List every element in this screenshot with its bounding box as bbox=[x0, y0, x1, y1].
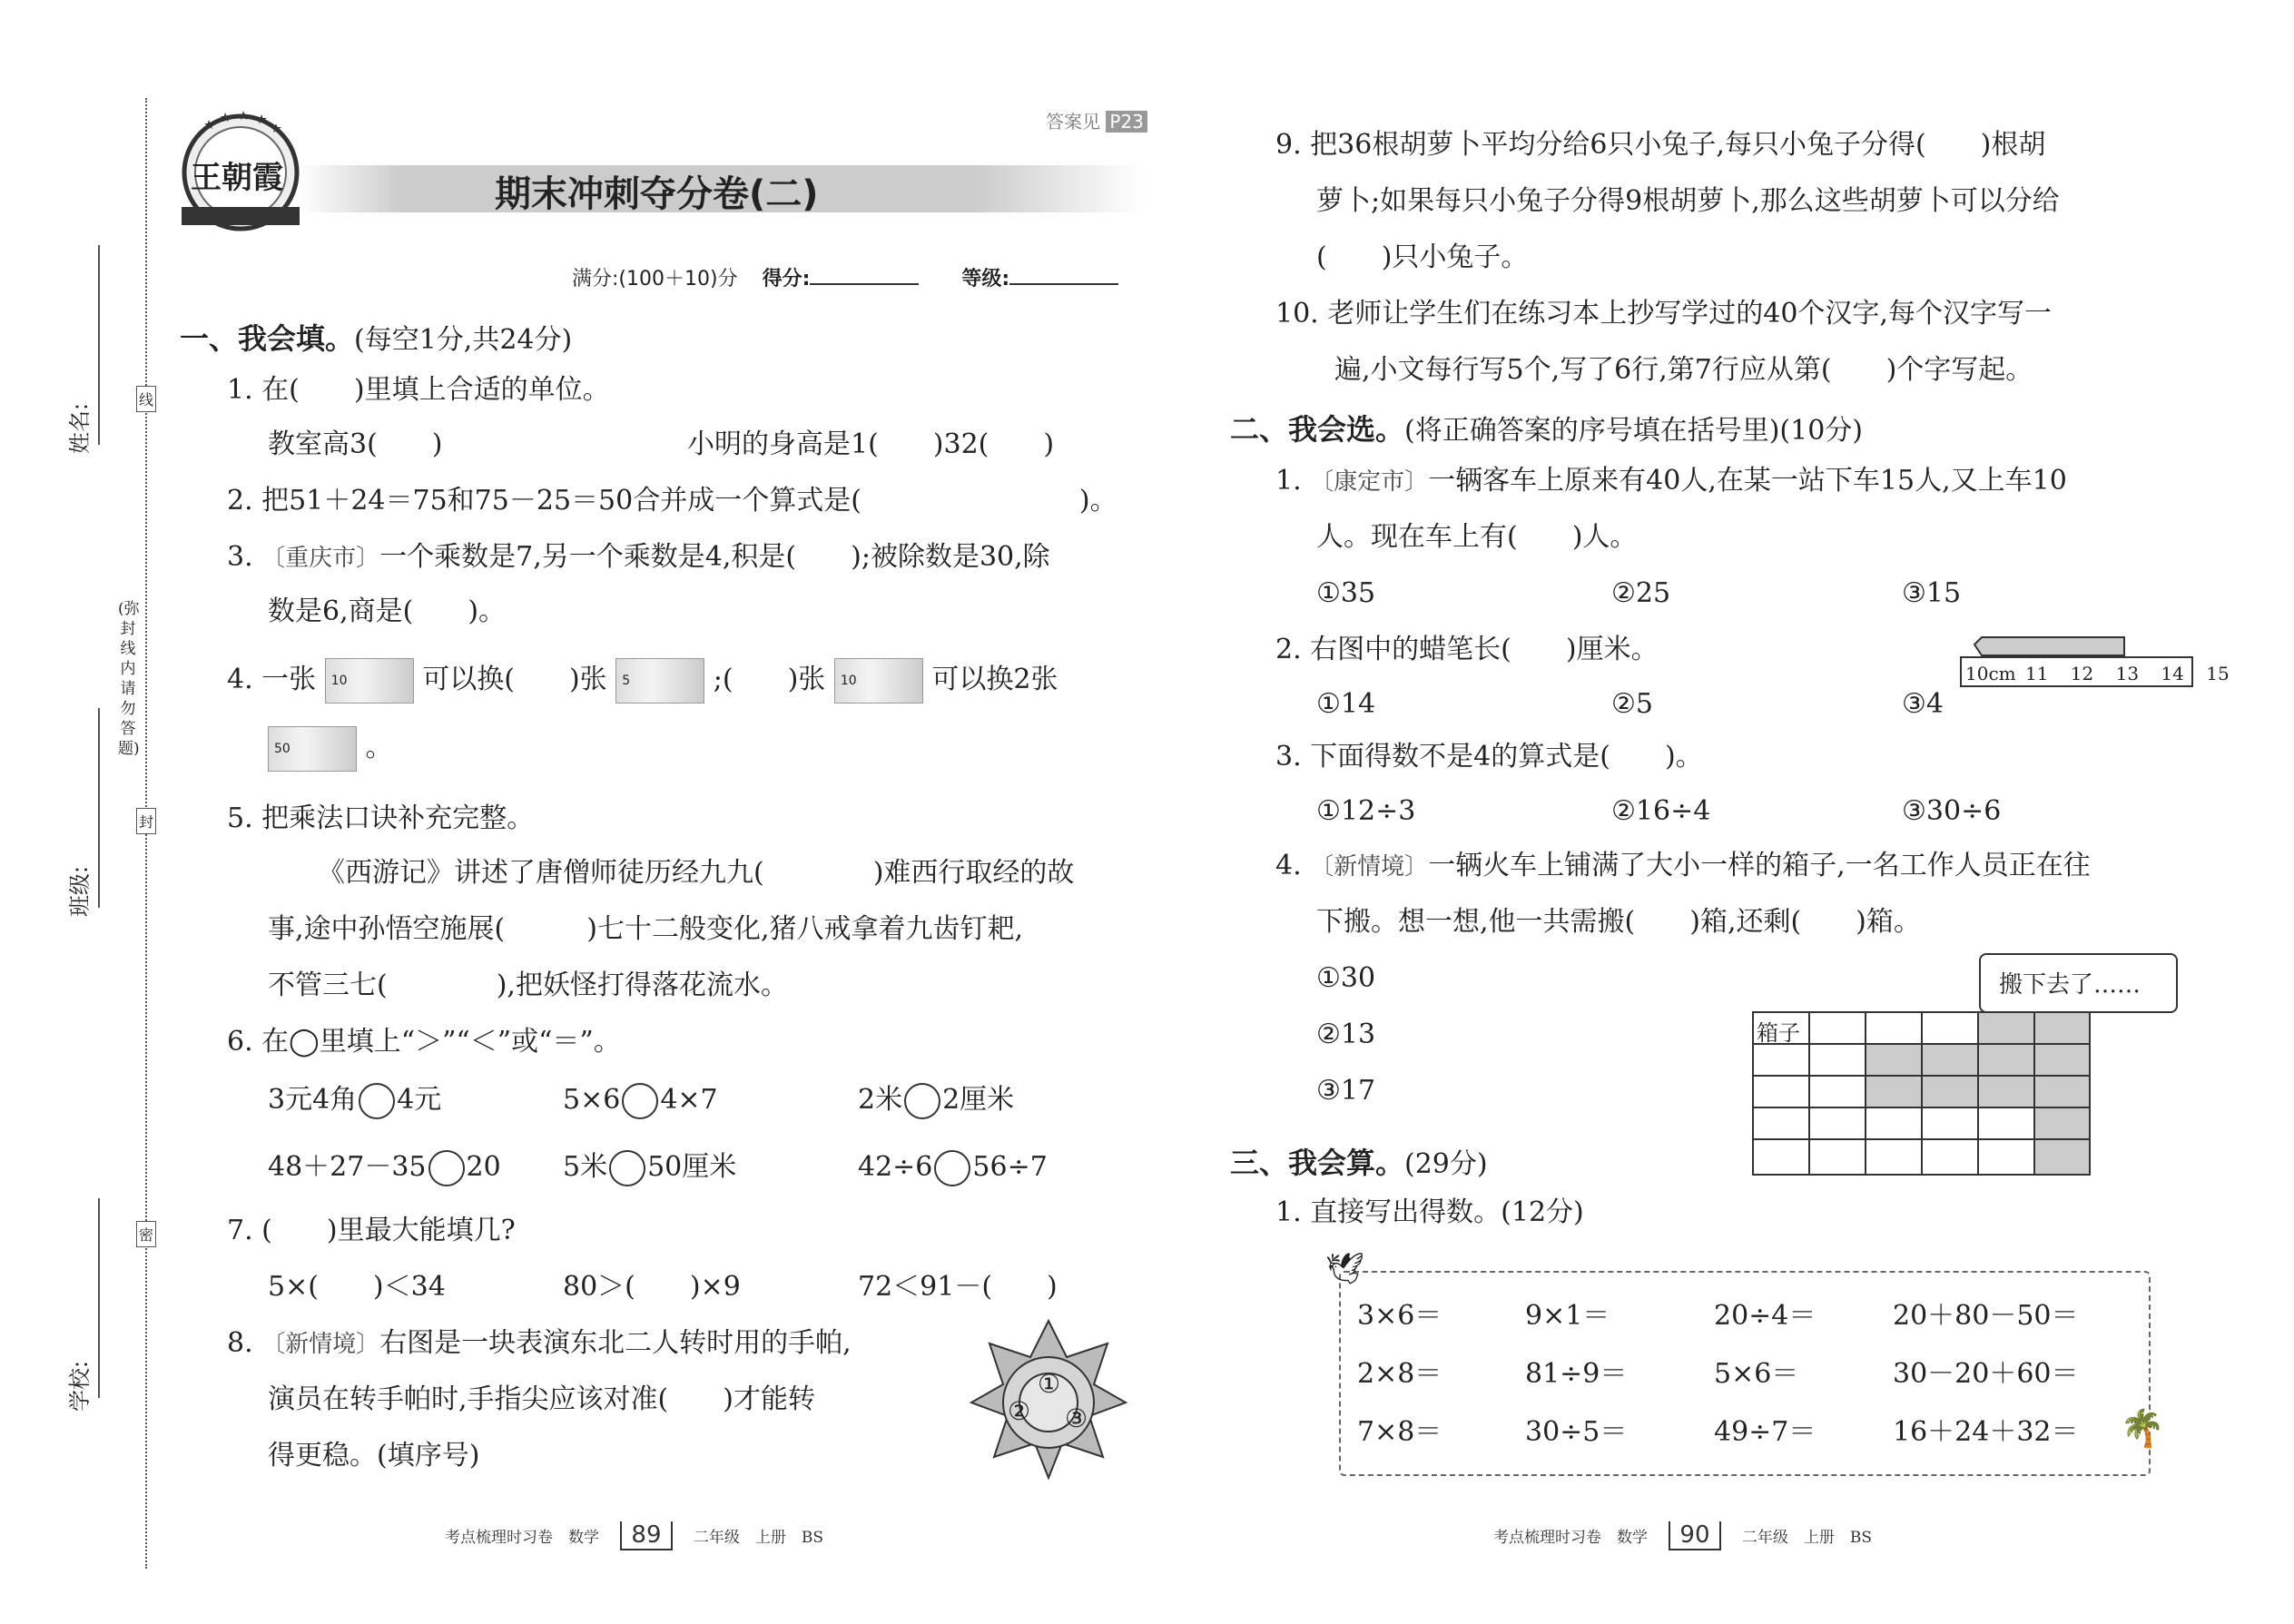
banknote-50-icon bbox=[268, 726, 357, 772]
s3-q1: 1. 直接写出得数。(12分) bbox=[1275, 1196, 1584, 1228]
s2-q4: 4. 〔新情境〕一辆火车上铺满了大小一样的箱子,一名工作人员正在往 bbox=[1275, 850, 2091, 881]
s2-q4-opt3: ③17 bbox=[1316, 1075, 1376, 1107]
handkerchief-mark-3: ③ bbox=[1065, 1403, 1088, 1433]
speech-bubble-text: 搬下去了…… bbox=[1999, 971, 2141, 999]
s1-q1b: 小明的身高是1( )32( ) bbox=[687, 428, 1055, 460]
ruler-label-12: 12 bbox=[2070, 663, 2094, 684]
q6-1-right: 4元 bbox=[397, 1084, 442, 1116]
footer-right bbox=[1493, 1521, 1872, 1550]
ruler-labels bbox=[1965, 663, 2230, 684]
s1-q1: 1. 在( )里填上合适的单位。 bbox=[227, 374, 610, 406]
s1-q7: 7. ( )里最大能填几? bbox=[227, 1215, 516, 1246]
calc-r1c2: 9×1＝ bbox=[1525, 1300, 1610, 1332]
page-title: 期末冲刺夺分卷(二) bbox=[495, 173, 819, 215]
banknote-10-icon bbox=[325, 658, 414, 704]
calc-r2c1: 2×8＝ bbox=[1357, 1358, 1442, 1390]
cut-line-mark: 线 bbox=[136, 386, 156, 412]
palm-tree-icon: 🌴 bbox=[2120, 1408, 2165, 1450]
s2-q2-opt2: ②5 bbox=[1611, 688, 1653, 720]
s1-q7c: 72＜91－( ) bbox=[858, 1271, 1058, 1303]
compare-circle-1[interactable] bbox=[359, 1083, 395, 1119]
s1-q3b: 数是6,商是( )。 bbox=[268, 595, 507, 627]
s1-q8-tag: 〔新情境〕 bbox=[261, 1331, 380, 1358]
bird-icon: 🕊 bbox=[1325, 1251, 1365, 1287]
q6-1-left: 3元4角 bbox=[268, 1084, 358, 1116]
q6-5-right: 50厘米 bbox=[647, 1151, 737, 1183]
calc-r1c3: 20÷4＝ bbox=[1714, 1300, 1816, 1332]
bill50-value: 50 bbox=[274, 742, 290, 756]
compare-circle-5[interactable] bbox=[609, 1150, 645, 1186]
s1-q5a: 《西游记》讲述了唐僧师徒历经九九( )难西行取经的故 bbox=[318, 857, 1075, 889]
s1-q4 bbox=[227, 658, 1058, 704]
ruler-label-15: 15 bbox=[2206, 663, 2230, 684]
s2-q3-opt3: ③30÷6 bbox=[1902, 795, 2002, 827]
s1-q4-line2 bbox=[268, 726, 393, 772]
score-full: 满分:(100＋10)分 bbox=[572, 268, 738, 290]
box-label: 箱子 bbox=[1757, 1020, 1800, 1046]
s2-q4-opt2: ②13 bbox=[1316, 1019, 1376, 1050]
s1-q1a: 教室高3( ) bbox=[268, 428, 443, 460]
footer-right-text: 考点梳理时习卷 数学 bbox=[1493, 1529, 1648, 1547]
calc-r3c1: 7×8＝ bbox=[1357, 1416, 1442, 1448]
s2-q1-opt1: ①35 bbox=[1316, 577, 1376, 609]
s2-q4b: 下搬。想一想,他一共需搬( )箱,还剩( )箱。 bbox=[1316, 906, 1921, 938]
class-underline bbox=[98, 708, 100, 908]
ruler-label-10: 10cm bbox=[1965, 663, 2016, 684]
ruler-label-11: 11 bbox=[2024, 663, 2049, 684]
calc-r3c2: 30÷5＝ bbox=[1525, 1416, 1628, 1448]
crayon-ruler-figure bbox=[1956, 626, 2230, 690]
section2-title: 二、我会选。 bbox=[1230, 412, 1405, 447]
bill5-value: 5 bbox=[622, 674, 631, 688]
section1-heading bbox=[180, 316, 572, 358]
ruler-label-14: 14 bbox=[2161, 663, 2184, 684]
banknote-5-icon bbox=[615, 658, 704, 704]
s1-q4-a: 4. 一张 bbox=[227, 664, 317, 695]
q6-5-left: 5米 bbox=[563, 1151, 608, 1183]
handkerchief-mark-2: ② bbox=[1008, 1396, 1031, 1426]
compare-circle-3[interactable] bbox=[904, 1083, 940, 1119]
seal-line-mark: 封 bbox=[136, 808, 156, 834]
s1-q3-tag: 〔重庆市〕 bbox=[261, 545, 380, 572]
q6-3-left: 2米 bbox=[858, 1084, 903, 1116]
answer-ref bbox=[1046, 107, 1147, 133]
s2-q2-opt1: ①14 bbox=[1316, 688, 1376, 720]
s1-q6: 6. 在◯里填上“＞”“＜”或“＝”。 bbox=[227, 1026, 621, 1058]
s2-q1-tag: 〔康定市〕 bbox=[1310, 468, 1429, 496]
page-number-left: 89 bbox=[620, 1521, 672, 1550]
s2-q1-opt2: ②25 bbox=[1611, 577, 1671, 609]
section3-title: 三、我会算。 bbox=[1230, 1146, 1405, 1180]
s1-q6-item3 bbox=[858, 1082, 1014, 1119]
speech-bubble bbox=[1979, 953, 2178, 1013]
s1-q10b: 遍,小文每行写5个,写了6行,第7行应从第( )个字写起。 bbox=[1334, 354, 2033, 386]
s1-q5c: 不管三七( ),把妖怪打得落花流水。 bbox=[268, 969, 788, 1001]
ruler-label-13: 13 bbox=[2115, 663, 2140, 684]
logo-text: 王朝霞 bbox=[191, 160, 283, 196]
s2-q1b: 人。现在车上有( )人。 bbox=[1316, 521, 1638, 553]
box-grid-figure bbox=[1752, 1008, 2097, 1176]
s1-q9b: 萝卜;如果每只小兔子分得9根胡萝卜,那么这些胡萝卜可以分给 bbox=[1316, 185, 2060, 217]
school-underline bbox=[98, 1198, 100, 1398]
calc-r2c4: 30－20＋60＝ bbox=[1893, 1358, 2079, 1390]
s1-q6-item5 bbox=[563, 1149, 736, 1186]
s1-q6-item6 bbox=[858, 1149, 1048, 1186]
q6-2-right: 4×7 bbox=[660, 1084, 718, 1116]
s1-q6-item1 bbox=[268, 1082, 441, 1119]
s1-q5: 5. 把乘法口诀补充完整。 bbox=[227, 802, 535, 834]
s2-q1-text: 一辆客车上原来有40人,在某一站下车15人,又上车10 bbox=[1428, 465, 2067, 497]
s1-q4-d: 可以换2张 bbox=[931, 664, 1058, 695]
s2-q3-opt2: ②16÷4 bbox=[1611, 795, 1711, 827]
banknote-10b-icon bbox=[834, 658, 923, 704]
calc-r1c4: 20＋80－50＝ bbox=[1893, 1300, 2079, 1332]
q6-3-right: 2厘米 bbox=[942, 1084, 1015, 1116]
s1-q4-e: 。 bbox=[365, 732, 393, 763]
s2-q2: 2. 右图中的蜡笔长( )厘米。 bbox=[1275, 634, 1659, 665]
s2-q1-opt3: ③15 bbox=[1902, 577, 1962, 609]
s2-q4-tag: 〔新情境〕 bbox=[1310, 853, 1429, 881]
section3-heading bbox=[1230, 1140, 1488, 1182]
s2-q2-opt3: ③4 bbox=[1902, 688, 1944, 720]
s1-q9: 9. 把36根胡萝卜平均分给6只小兔子,每只小兔子分得( )根胡 bbox=[1275, 129, 2046, 161]
q6-6-right: 56÷7 bbox=[972, 1151, 1048, 1183]
calc-r2c2: 81÷9＝ bbox=[1525, 1358, 1628, 1390]
s1-q7b: 80＞( )×9 bbox=[563, 1271, 741, 1303]
q6-4-right: 20 bbox=[466, 1151, 501, 1183]
q6-2-left: 5×6 bbox=[563, 1084, 621, 1116]
answer-ref-page: P23 bbox=[1106, 111, 1147, 133]
bill10b-value: 10 bbox=[840, 674, 857, 688]
answer-ref-label: 答案见 bbox=[1046, 111, 1100, 133]
page-number-right: 90 bbox=[1669, 1521, 1720, 1550]
calc-r1c1: 3×6＝ bbox=[1357, 1300, 1442, 1332]
seal-notice: (弥封线内请勿答题) bbox=[118, 600, 140, 758]
s2-q3: 3. 下面得数不是4的算式是( )。 bbox=[1275, 741, 1703, 773]
section1-title: 一、我会填。 bbox=[180, 321, 355, 356]
grade-blank[interactable] bbox=[1009, 283, 1118, 285]
school-label: 学校: bbox=[67, 1360, 93, 1412]
handkerchief-mark-1: ① bbox=[1038, 1369, 1061, 1399]
dense-line-mark: 密 bbox=[136, 1221, 156, 1247]
s1-q4-c: ;( )张 bbox=[713, 664, 826, 695]
s1-q8-text: 右图是一块表演东北二人转时用的手帕, bbox=[379, 1327, 852, 1359]
name-underline bbox=[98, 245, 100, 445]
s2-q4-opt1: ①30 bbox=[1316, 962, 1376, 994]
s1-q10: 10. 老师让学生们在练习本上抄写学过的40个汉字,每个汉字写一 bbox=[1275, 298, 2052, 330]
logo bbox=[172, 100, 309, 236]
s1-q7a: 5×( )＜34 bbox=[268, 1271, 446, 1303]
score-line bbox=[572, 263, 1118, 291]
compare-circle-6[interactable] bbox=[934, 1150, 970, 1186]
s1-q6-item4 bbox=[268, 1149, 501, 1186]
section1-points: (每空1分,共24分) bbox=[354, 324, 573, 356]
section2-heading bbox=[1230, 407, 1863, 448]
handkerchief-figure bbox=[967, 1316, 1130, 1480]
score-label: 得分: bbox=[762, 268, 811, 290]
class-label: 班级: bbox=[67, 865, 93, 917]
bill10-value: 10 bbox=[330, 674, 348, 688]
s1-q3-text: 一个乘数是7,另一个乘数是4,积是( );被除数是30,除 bbox=[379, 541, 1050, 573]
s1-q4-b: 可以换( )张 bbox=[422, 664, 607, 695]
s1-q9c: ( )只小兔子。 bbox=[1316, 241, 1529, 273]
section2-points: (将正确答案的序号填在括号里)(10分) bbox=[1404, 415, 1864, 447]
grade-label: 等级: bbox=[961, 268, 1010, 290]
footer-left-text: 考点梳理时习卷 数学 bbox=[445, 1529, 599, 1547]
footer-left bbox=[445, 1521, 823, 1550]
s2-q1: 1. 〔康定市〕一辆客车上原来有40人,在某一站下车15人,又上车10 bbox=[1275, 465, 2067, 497]
footer-left-after: 二年级 上册 BS bbox=[693, 1529, 824, 1547]
q6-6-left: 42÷6 bbox=[858, 1151, 933, 1183]
s1-q8b: 演员在转手帕时,手指尖应该对准( )才能转 bbox=[268, 1383, 815, 1415]
calc-r3c3: 49÷7＝ bbox=[1714, 1416, 1816, 1448]
name-label: 姓名: bbox=[67, 402, 93, 454]
footer-right-after: 二年级 上册 BS bbox=[1741, 1529, 1873, 1547]
calc-r2c3: 5×6＝ bbox=[1714, 1358, 1799, 1390]
s1-q6-item2 bbox=[563, 1082, 718, 1119]
calc-r3c4: 16＋24＋32＝ bbox=[1893, 1416, 2079, 1448]
s1-q8: 8. 〔新情境〕右图是一块表演东北二人转时用的手帕, bbox=[227, 1327, 852, 1359]
s1-q3: 3. 〔重庆市〕一个乘数是7,另一个乘数是4,积是( );被除数是30,除 bbox=[227, 541, 1050, 573]
q6-4-left: 48＋27－35 bbox=[268, 1151, 427, 1183]
s2-q4-text: 一辆火车上铺满了大小一样的箱子,一名工作人员正在往 bbox=[1428, 850, 2091, 881]
section3-points: (29分) bbox=[1404, 1148, 1488, 1180]
compare-circle-2[interactable] bbox=[622, 1083, 658, 1119]
score-blank[interactable] bbox=[810, 283, 919, 285]
s1-q5b: 事,途中孙悟空施展( )七十二般变化,猪八戒拿着九齿钉耙, bbox=[268, 913, 1024, 945]
s1-q2: 2. 把51＋24＝75和75－25＝50合并成一个算式是( )。 bbox=[227, 485, 1117, 517]
s1-q8c: 得更稳。(填序号) bbox=[268, 1440, 480, 1471]
compare-circle-4[interactable] bbox=[428, 1150, 465, 1186]
s2-q3-opt1: ①12÷3 bbox=[1316, 795, 1416, 827]
